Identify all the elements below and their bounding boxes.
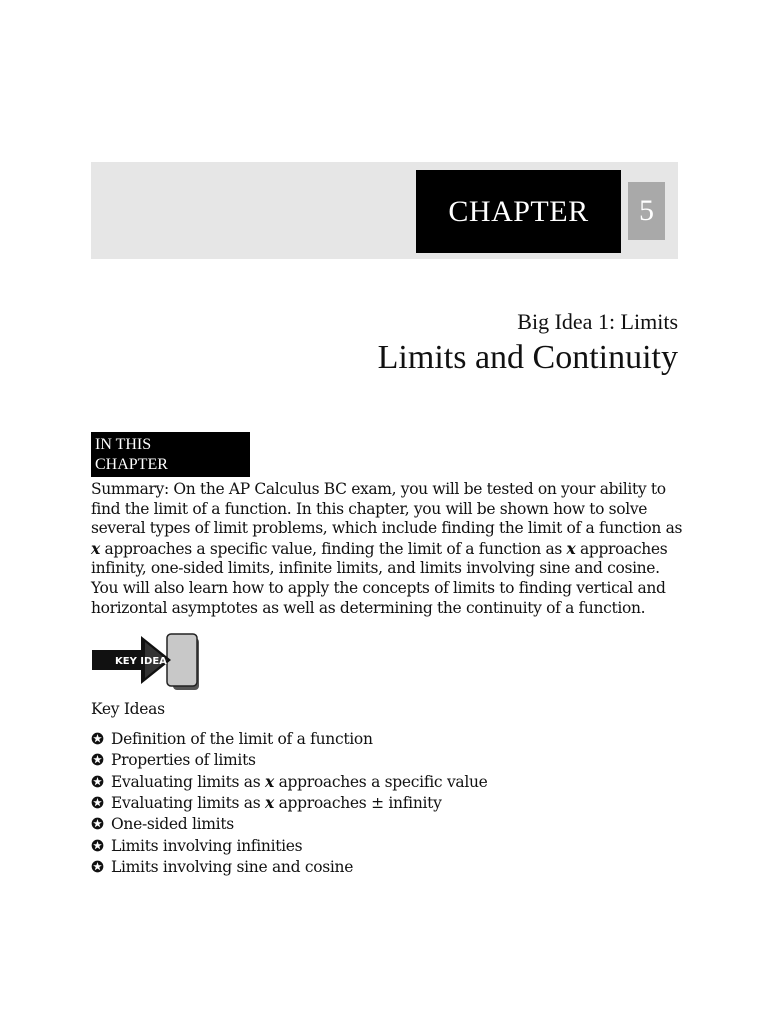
key-idea-text-part: approaches a specific value <box>273 772 488 791</box>
in-this-chapter-line2: CHAPTER <box>95 456 168 473</box>
chapter-summary <box>91 480 686 618</box>
key-idea-item <box>91 813 488 834</box>
key-idea-text-part: Evaluating limits as <box>111 794 266 813</box>
star-bullet-icon <box>91 796 104 809</box>
key-idea-variable: x <box>265 793 274 813</box>
summary-text-3: approaches infinity, one-sided limits, infinite limits, and limits involving sine and cosine. You will also learn how to apply the concepts of limits to finding vertical and horizontal asymptotes as well as determining the continuity of a function. <box>91 539 668 617</box>
key-idea-icon-label: KEY IDEA <box>115 656 167 667</box>
in-this-chapter-line1: IN THIS <box>95 436 152 453</box>
key-idea-item <box>91 792 488 813</box>
key-idea-text <box>111 729 373 748</box>
star-bullet-icon <box>91 817 104 830</box>
key-idea-text-part: approaches ± infinity <box>273 794 442 813</box>
chapter-number: 5 <box>628 182 665 240</box>
in-this-chapter-label <box>91 432 250 477</box>
star-bullet-icon <box>91 775 104 788</box>
star-bullet-icon <box>91 732 104 745</box>
key-idea-text-part: Limits involving sine and cosine <box>111 857 354 876</box>
key-idea-text <box>111 836 302 855</box>
key-idea-item <box>91 834 488 855</box>
summary-text-2: approaches a specific value, finding the limit of a function as <box>99 539 567 558</box>
key-idea-item <box>91 856 488 877</box>
key-idea-text <box>111 814 234 833</box>
summary-text-1: Summary: On the AP Calculus BC exam, you will be tested on your ability to find the limit of a function. In this chapter, you will be shown how to solve several types of limit problems, which include finding the limit of a function as <box>91 480 683 538</box>
summary-variable-x: x <box>566 538 576 558</box>
chapter-label: CHAPTER <box>416 170 621 253</box>
key-idea-text <box>111 772 488 791</box>
arrow-key-idea-icon <box>91 632 206 694</box>
key-idea-text-part: Limits involving infinities <box>111 836 303 855</box>
summary-variable-x: x <box>91 538 100 558</box>
key-idea-item <box>91 749 488 770</box>
key-idea-text <box>111 750 256 769</box>
star-bullet-icon <box>91 753 104 766</box>
key-idea-text-part: Properties of limits <box>111 751 256 770</box>
key-idea-text-part: Definition of the limit of a function <box>111 730 373 749</box>
key-idea-item <box>91 771 488 792</box>
key-ideas-list <box>91 728 488 877</box>
key-idea-text-part: Evaluating limits as <box>111 772 266 791</box>
star-bullet-icon <box>91 839 104 852</box>
key-idea-text <box>111 793 442 812</box>
key-idea-item <box>91 728 488 749</box>
key-ideas-heading: Key Ideas <box>91 700 165 718</box>
key-idea-text-part: One-sided limits <box>111 815 234 834</box>
key-idea-text <box>111 857 353 876</box>
chapter-title: Limits and Continuity <box>377 339 678 376</box>
key-idea-variable: x <box>265 771 274 791</box>
star-bullet-icon <box>91 860 104 873</box>
big-idea-subtitle: Big Idea 1: Limits <box>517 309 678 334</box>
